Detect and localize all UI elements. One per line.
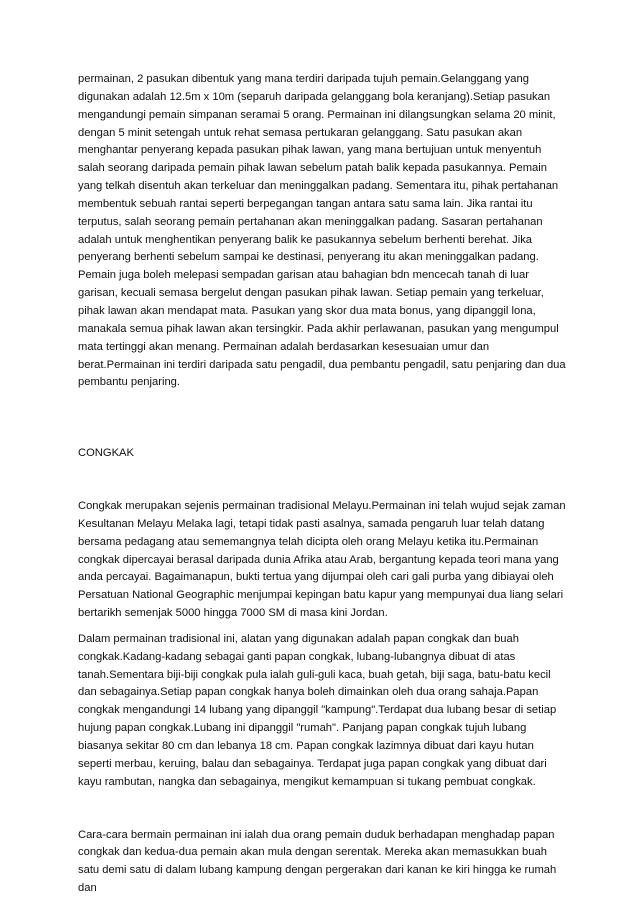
paragraph-congkak-history: Congkak merupakan sejenis permainan tradisional Melayu.Permainan ini telah wujud sejak zaman Kesultanan Melayu Melaka lagi, tetapi tidak pasti asalnya, samada pengaruh luar telah datang bersama pedagang atau sememangnya telah dicipta oleh orang Melayu ketika itu.Permainan congkak dipercayai berasal daripada dunia Afrika atau Arab, bergantung kepada teori mana yang anda percayai. Bagaimanapun, bukti tertua yang dijumpai oleh cari gali purba yang dibiayai oleh Persatuan National Geographic menjumpai kepingan batu kapur yang mempunyai dua liang selari bertarikh semenjak 5000 hingga 7000 SM di masa kini Jordan.: [78, 500, 566, 620]
paragraph-kabaddi-rules: permainan, 2 pasukan dibentuk yang mana terdiri daripada tujuh pemain.Gelanggang yang digunakan adalah 12.5m x 10m (separuh daripada gelanggang bola keranjang).Setiap pasukan mengandungi pemain simpanan seramai 5 orang. Permainan ini dilangsungkan selama 20 minit, dengan 5 minit setengah untuk rehat semasa pertukaran gelanggang. Satu pasukan akan menghantar penyerang kepada pasukan pihak lawan, yang mana bertujuan untuk menyentuh salah seorang daripada pemain pihak lawan sebelum patah balik kepada pasukannya. Pemain yang telkah disentuh akan terkeluar dan meninggalkan padang. Sementara itu, pihak pertahanan membentuk sebuah rantai seperti berpegangan tangan antara satu sama lain. Jika rantai itu terputus, salah seorang pemain pertahanan akan meninggalkan padang. Sasaran pertahanan adalah untuk menghentikan penyerang balik ke pasukannya sebelum berhenti berehat. Jika penyerang berhenti sebelum sampai ke destinasi, penyerang itu akan meninggalkan padang. Pemain juga boleh melepasi sempadan garisan atau bahagian bdn mencecah tanah di luar garisan, kecuali semasa bergelut dengan pasukan pihak lawan. Setiap pemain yang terkeluar, pihak lawan akan mendapat mata. Pasukan yang skor dua mata bonus, yang dipanggil lona, manakala semua pihak lawan akan tersingkir. Pada akhir perlawanan, pasukan yang mengumpul mata tertinggi akan menang. Permainan adalah berdasarkan kesesuaian umur dan berat.Permainan ini terdiri daripada satu pengadil, dua pembantu pengadil, satu penjaring dan dua pembantu penjaring.: [78, 73, 566, 389]
paragraph-congkak-equipment: Dalam permainan tradisional ini, alatan yang digunakan adalah papan congkak dan buah congkak.Kadang-kadang sebagai ganti papan congkak, lubang-lubangnya dibuat di atas tanah.Sementara biji-biji congkak pula ialah guli-guli kaca, buah getah, biji saga, batu-batu kecil dan sebagainya.Setiap papan congkak hanya boleh dimainkan oleh dua orang sahaja.Papan congkak mengandungi 14 lubang yang dipanggil "kampung".Terdapat dua lubang besar di setiap hujung papan congkak.Lubang ini dipanggil "rumah". Panjang papan congkak tujuh lubang biasanya sekitar 80 cm dan lebanya 18 cm. Papan congkak lazimnya dibuat dari kayu hutan seperti merbau, keruing, balau dan sebagainya. Terdapat juga papan congkak yang dibuat dari kayu rambutan, nangka dan sebagainya, mengikut kemampuan si tukang pembuat congkak.: [78, 632, 557, 788]
paragraph-congkak-howto: Cara-cara bermain permainan ini ialah dua orang pemain duduk berhadapan menghadap papan congkak dan kedua-dua pemain akan mula dengan serentak. Mereka akan memasukkan buah satu demi satu di dalam lubang kampung dengan pergerakan dari kanan ke kiri hingga ke rumah dan: [78, 828, 557, 895]
document-page: [78, 71, 568, 898]
section-heading-congkak: CONGKAK: [78, 447, 134, 460]
